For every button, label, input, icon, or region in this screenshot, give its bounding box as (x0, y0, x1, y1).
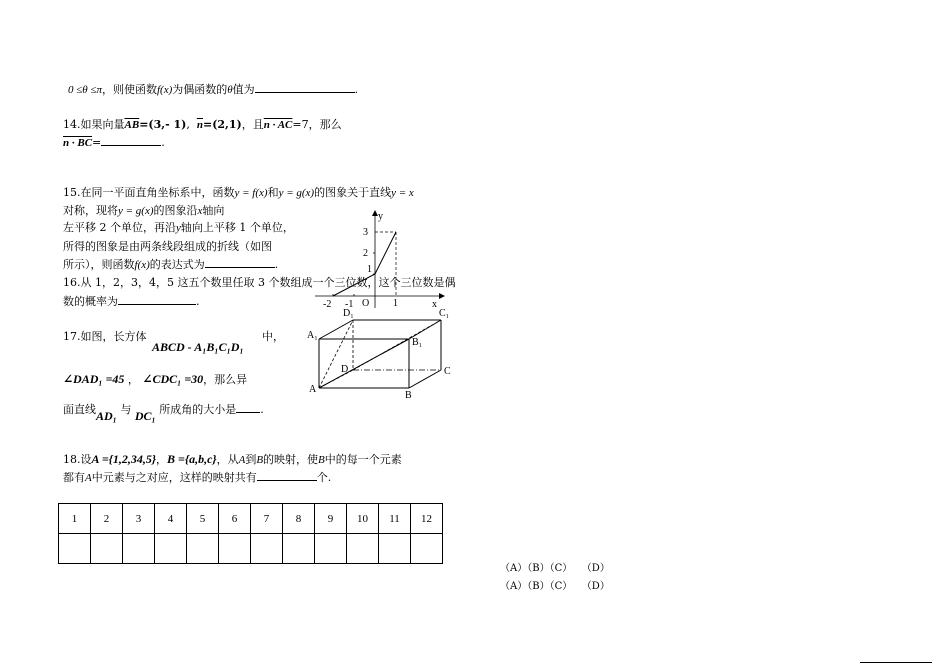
option-c[interactable]: （C） (549, 581, 573, 592)
q15-line5: 所示），则函数f(x)的表达式为 . (63, 258, 279, 271)
vector-ab: $\overline{AB}$ (124, 119, 140, 131)
x-tick-1: 1 (393, 298, 398, 309)
table-header-cell: 3 (123, 504, 155, 534)
q14-line1: 14.如果向量$\overline{AB}=(3,-$ 1), $\overline{n}=(2,1)$，且n · AC=7，那么 (63, 118, 342, 131)
q13-answer-blank[interactable] (255, 82, 355, 93)
answer-cell[interactable] (251, 534, 283, 564)
x-tick-minus1: -1 (345, 299, 354, 310)
option-a[interactable]: （A） (500, 581, 528, 592)
graph-polyline (333, 232, 396, 296)
y-tick-2: 2 (363, 248, 368, 259)
label-a1: A₁ (307, 330, 318, 341)
option-d[interactable]: （D） (581, 563, 610, 574)
q18-answer-blank[interactable] (257, 470, 317, 481)
q17-line2: ∠DAD₁ =45 ， ∠CDC₁ =30，那么异 (63, 372, 248, 386)
y-tick-1: 1 (367, 264, 372, 275)
answer-cell[interactable] (411, 534, 443, 564)
x-tick-minus2: -2 (323, 299, 332, 310)
option-c[interactable]: （C） (549, 563, 573, 574)
label-b1: B₁ (412, 337, 423, 348)
table-header-cell: 9 (315, 504, 347, 534)
q17-line3: 面直线AD₁ 与 DC₁ 所成角的大小是 . (63, 403, 264, 423)
table-header-cell: 6 (219, 504, 251, 534)
answer-cell[interactable] (59, 534, 91, 564)
x-axis-label: x (432, 299, 437, 310)
table-header-cell: 11 (379, 504, 411, 534)
table-header-cell: 7 (251, 504, 283, 534)
option-d[interactable]: （D） (581, 581, 610, 592)
q15-graph (305, 210, 445, 310)
label-b: B (405, 390, 412, 401)
table-header-cell: 10 (347, 504, 379, 534)
option-a[interactable]: （A） (500, 563, 528, 574)
answer-table-answer-row (59, 534, 443, 564)
option-b[interactable]: （B） (527, 563, 550, 574)
q18-line1: 18.设A ={1,2,34,5}，B ={a,b,c}，从A到B的映射，使B中的每一个元素 (63, 452, 402, 466)
origin-label: O (362, 298, 370, 309)
q17-box-name: ABCD - A₁B₁C₁D₁ (152, 340, 244, 354)
q13-line: 0 ≤θ ≤π，则使函数f(x)为偶函数的θ值为 . (68, 83, 359, 96)
q15-line3: 左平移 2 个单位，再沿y轴向上平移 1 个单位， (63, 221, 294, 234)
q15-line2: 对称，现将y = g(x)的图象沿x轴向 (63, 204, 225, 217)
q17-box-figure (305, 308, 455, 401)
answer-cell[interactable] (219, 534, 251, 564)
answer-table (58, 503, 443, 564)
x-axis-arrow (439, 293, 445, 299)
label-c1: C₁ (439, 308, 450, 319)
footer-rule (860, 662, 932, 663)
answer-cell[interactable] (379, 534, 411, 564)
table-header-cell: 4 (155, 504, 187, 534)
q17-line1: 17.如图，长方体 (63, 330, 147, 343)
q18-line2: 都有A中元素与之对应，这样的映射共有 个. (63, 471, 332, 484)
table-header-cell: 12 (411, 504, 443, 534)
q15-line4: 所得的图象是由两条线段组成的折线（如图 (63, 240, 272, 253)
vector-n: $\overline{n}$ (196, 119, 203, 131)
q15-line1: 15.在同一平面直角坐标系中，函数y = f(x)和y = g(x)的图象关于直线y = x (63, 186, 414, 199)
options-row-2 (500, 577, 610, 592)
label-d: D (341, 364, 349, 375)
table-header-cell: 5 (187, 504, 219, 534)
q14-line2: n · BC= . (63, 136, 165, 149)
q16-line2: 数的概率为 . (63, 295, 200, 308)
table-header-cell: 8 (283, 504, 315, 534)
option-b[interactable]: （B） (527, 581, 550, 592)
table-header-cell: 2 (91, 504, 123, 534)
y-tick-3: 3 (363, 227, 368, 238)
q16-line1: 16.从 1，2，3，4，5 这五个数里任取 3 个数组成一个三位数，这个三位数是偶 (63, 276, 456, 289)
answer-cell[interactable] (187, 534, 219, 564)
answer-cell[interactable] (91, 534, 123, 564)
q17-answer-blank[interactable] (236, 402, 260, 413)
q17-zhong: 中， (262, 330, 284, 343)
q13-condition: 0 ≤θ ≤π (68, 84, 102, 96)
answer-cell[interactable] (155, 534, 187, 564)
answer-table-header-row (59, 504, 443, 534)
answer-cell[interactable] (315, 534, 347, 564)
q15-answer-blank[interactable] (205, 257, 275, 268)
label-c: C (444, 366, 451, 377)
q16-answer-blank[interactable] (118, 294, 196, 305)
table-header-cell: 1 (59, 504, 91, 534)
answer-cell[interactable] (283, 534, 315, 564)
answer-cell[interactable] (123, 534, 155, 564)
options-row-1 (500, 559, 610, 574)
label-d1: D₁ (343, 308, 354, 319)
label-a: A (309, 384, 317, 395)
q14-answer-blank[interactable] (101, 135, 161, 146)
diag-ad1 (319, 320, 353, 388)
answer-cell[interactable] (347, 534, 379, 564)
y-axis-label: y (378, 211, 383, 222)
diag-ab1 (319, 339, 409, 388)
